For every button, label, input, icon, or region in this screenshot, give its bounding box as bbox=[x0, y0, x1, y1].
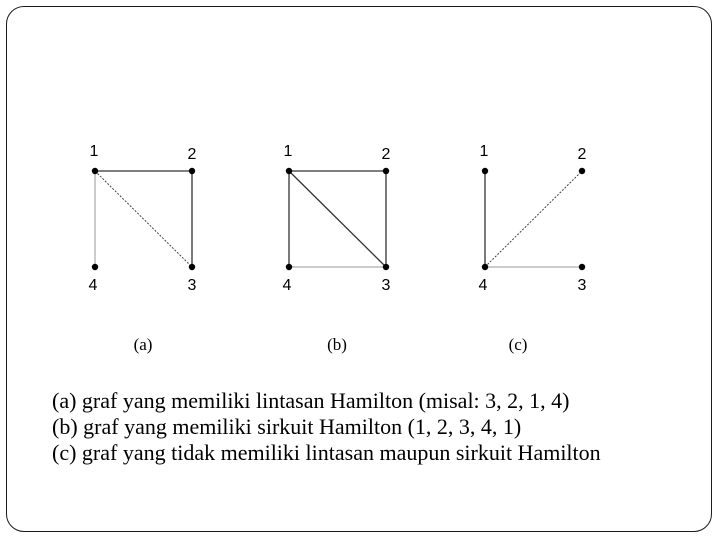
vertex-label-a-1: 1 bbox=[89, 143, 99, 160]
statement-a: (a) graf yang memiliki lintasan Hamilton (misal: 3, 2, 1, 4) bbox=[52, 388, 570, 413]
vertex-b-1 bbox=[286, 168, 292, 174]
vertex-b-3 bbox=[383, 264, 389, 270]
vertex-a-3 bbox=[189, 264, 195, 270]
edge-a-1-3 bbox=[95, 171, 192, 267]
vertex-label-c-4: 4 bbox=[478, 277, 488, 294]
graph-caption-a: (a) bbox=[133, 335, 153, 354]
vertex-c-4 bbox=[482, 264, 488, 270]
edge-b-1-3 bbox=[289, 171, 386, 267]
statement-b: (b) graf yang memiliki sirkuit Hamilton (1, 2, 3, 4, 1) bbox=[52, 414, 522, 439]
vertex-c-3 bbox=[579, 264, 585, 270]
vertex-label-a-3: 3 bbox=[187, 277, 197, 294]
vertex-a-1 bbox=[92, 168, 98, 174]
vertex-label-c-3: 3 bbox=[577, 277, 587, 294]
graph-b bbox=[283, 143, 391, 354]
statement-c: (c) graf yang tidak memiliki lintasan maupun sirkuit Hamilton bbox=[52, 440, 601, 465]
vertex-label-b-3: 3 bbox=[381, 277, 391, 294]
vertex-label-b-2: 2 bbox=[381, 146, 391, 163]
statement-list bbox=[52, 388, 601, 466]
vertex-a-2 bbox=[189, 168, 195, 174]
vertex-a-4 bbox=[92, 264, 98, 270]
vertex-c-1 bbox=[482, 168, 488, 174]
graph-caption-b: (b) bbox=[327, 335, 347, 354]
graph-caption-c: (c) bbox=[508, 335, 528, 354]
vertex-label-a-2: 2 bbox=[187, 146, 197, 163]
graph-c bbox=[479, 143, 587, 354]
vertex-c-2 bbox=[579, 168, 585, 174]
vertex-b-4 bbox=[286, 264, 292, 270]
vertex-label-c-1: 1 bbox=[479, 143, 489, 160]
vertex-label-b-4: 4 bbox=[282, 277, 292, 294]
vertex-b-2 bbox=[383, 168, 389, 174]
edge-c-4-2 bbox=[485, 171, 582, 267]
vertex-label-c-2: 2 bbox=[577, 146, 587, 163]
vertex-label-a-4: 4 bbox=[88, 277, 98, 294]
graph-a bbox=[89, 143, 197, 354]
vertex-label-b-1: 1 bbox=[283, 143, 293, 160]
